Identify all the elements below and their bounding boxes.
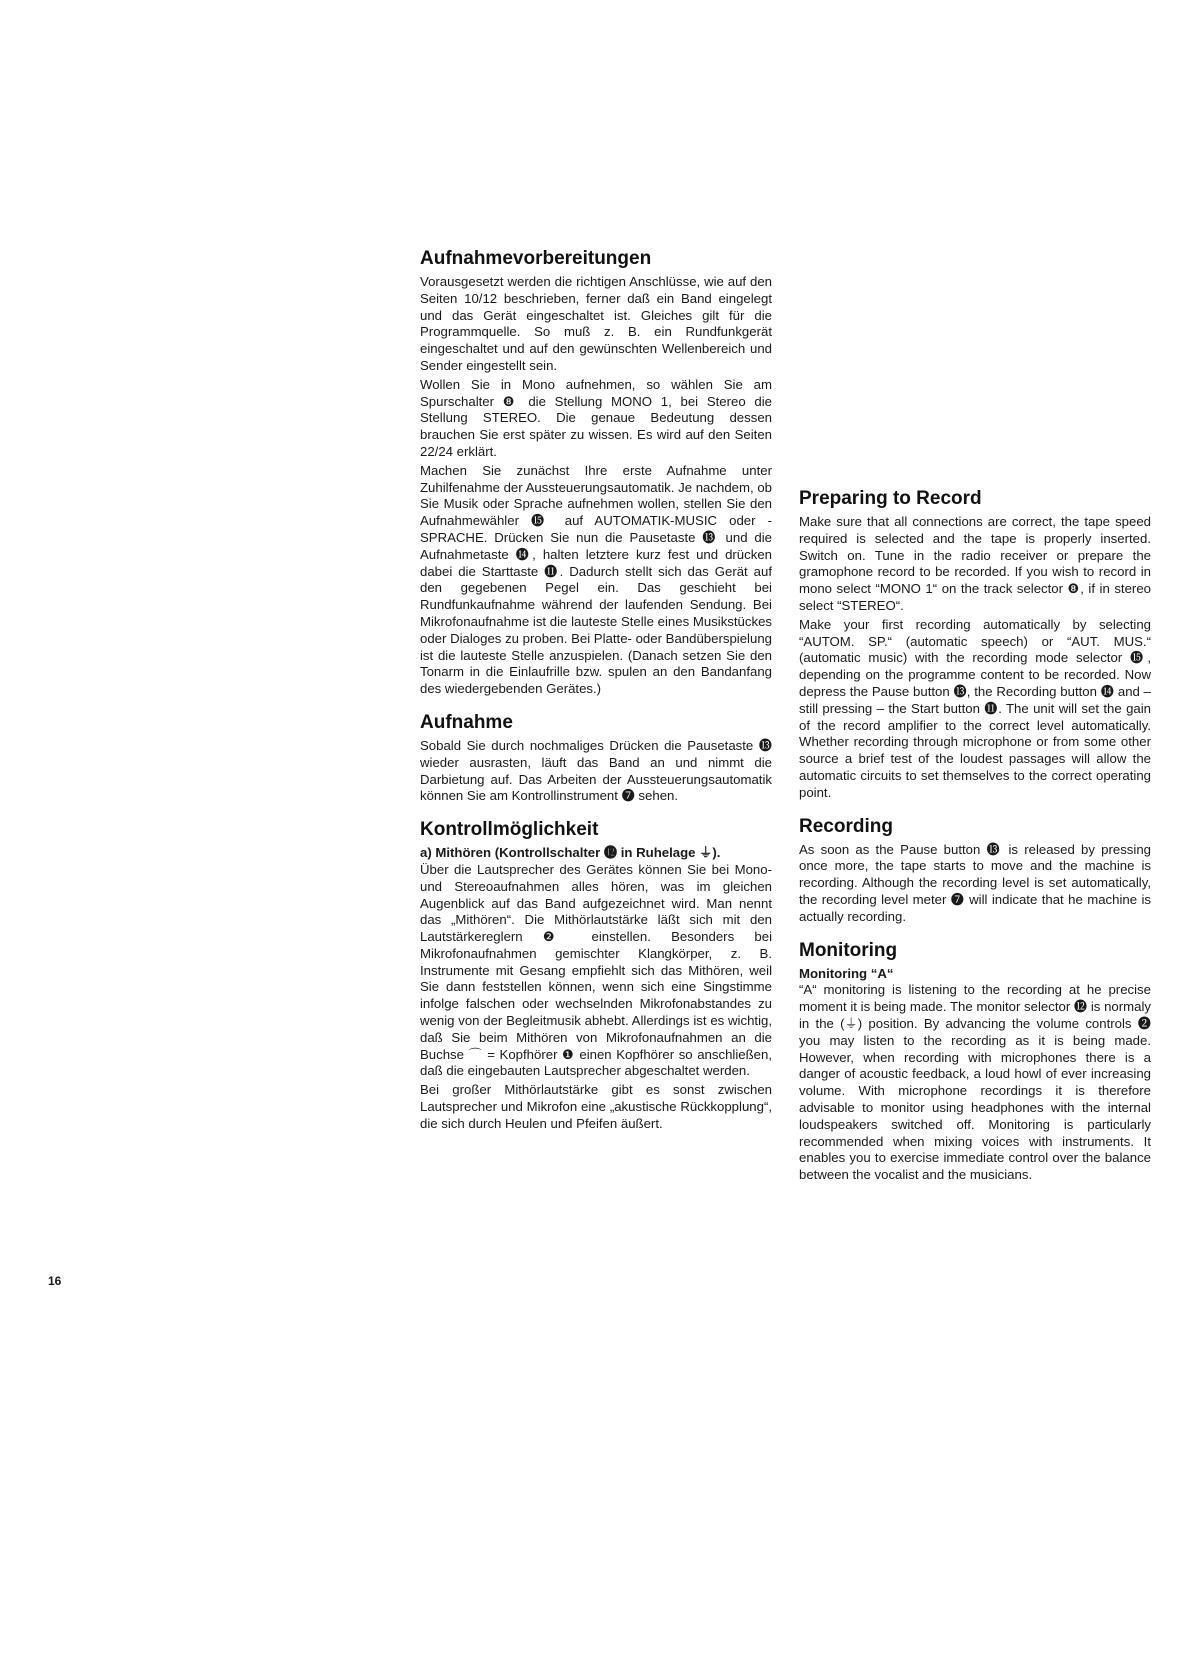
section-aufnahme [420, 712, 772, 805]
paragraph: “A“ monitoring is listening to the recording at he precise moment it is being made. The monitor selector ⓬ is normaly in the (⏚) position. By advancing the volume controls ❷ you may listen to the recording as it is being made. However, when recording with microphones there is a danger of acoustic feedback, a loud howl of ever increasing volume. With microphone recordings it is therefore advisable to monitor using headphones with the internal loudspeakers switched off. Monitoring is particularly recommended when mixing voices with instruments. It enables you to exercise immediate control over the balance between the vocalist and the musicians. [799, 982, 1151, 1183]
heading-aufnahme: Aufnahme [420, 711, 513, 733]
paragraph: As soon as the Pause button ⓭ is released by pressing once more, the tape starts to move and the machine is recording. Although the recording level is set automatically, the recording level meter ❼ will indicate that he machine is actually recording. [799, 841, 1151, 924]
heading-aufnahmevorbereitungen: Aufnahmevorbereitungen [420, 248, 652, 269]
page-number: 16 [48, 1274, 62, 1288]
paragraph: Vorausgesetzt werden die richtigen Anschlüsse, wie auf den Seiten 10/12 beschrieben, ferner daß ein Band eingelegt und das Gerät eingeschaltet ist. Gleiches gilt für die Programmquelle. So muß z. B. ein Rundfunkgerät eingeschaltet und auf den gewünschten Wellenbereich und Sender eingestellt sein. [420, 274, 772, 373]
section-kontrollmoeglichkeit [420, 819, 772, 1133]
heading-recording: Recording [799, 815, 893, 837]
heading-monitoring: Monitoring [799, 939, 898, 961]
paragraph: Machen Sie zunächst Ihre erste Aufnahme unter Zuhilfenahme der Aussteuerungsautomatik. Je nachdem, ob Sie Musik oder Sprache aufnehmen wollen, stellen Sie den Aufnahmewähler ⓯ auf AUTOMATIK-MUSIC oder -SPRACHE. Drücken Sie nun die Pausetaste ⓭ und die Aufnahmetaste ⓮, halten letztere kurz fest und drücken dabei die Starttaste ⓫. Dadurch stellt sich das Gerät auf den gegebenen Pegel ein. Das geschieht bei Rundfunkaufnahme während der laufenden Sendung. Bei Mikrofonaufnahme ist die lauteste Stelle eines Musikstückes oder Dialoges zu proben. Bei Platte- oder Bandüberspielung ist die lauteste Stelle anzuspielen. (Danach setzen Sie den Tonarm in die Einlaufrille bzw. spulen an den Bandanfang des wiedergebenden Gerätes.) [420, 462, 772, 697]
section-aufnahmevorbereitungen [420, 248, 772, 698]
subheading-monitoring-a: Monitoring “A“ [799, 965, 894, 981]
section-preparing-to-record [799, 488, 1151, 802]
paragraph: Bei großer Mithörlautstärke gibt es sonst zwischen Lautsprecher und Mikrofon eine „akustische Rückkopplung“, die sich durch Heulen und Pfeifen äußert. [420, 1082, 772, 1131]
subheading-mithoeren: a) Mithören (Kontrollschalter ⓬ in Ruhelage ⏚). [420, 845, 721, 861]
german-column [420, 248, 772, 1147]
paragraph: Über die Lautsprecher des Gerätes können Sie bei Mono- und Stereoaufnahmen alles hören, was im gleichen Augenblick auf das Band aufgezeichnet wird. Man nennt das „Mithören“. Die Mithörlautstärke läßt sich mit den Lautstärkereglern ❷ einstellen. Besonders bei Mikrofonaufnahmen gemischter Klangkörper, z. B. Instrumente mit Gesang empfiehlt sich das Mithören, weil Sie dann feststellen können, wenn sich eine Singstimme infolge falschen oder wechselnden Mikrofonabstandes zu wenig von der Begleitmusik abhebt. Allerdings ist es wichtig, daß Sie beim Mithören von Mikrofonaufnahmen an die Buchse ⌒ = Kopfhörer ❶ einen Kopfhörer so anschließen, daß die eingebauten Lautsprecher abgeschaltet werden. [420, 861, 772, 1079]
paragraph: Wollen Sie in Mono aufnehmen, so wählen Sie am Spurschalter ❽ die Stellung MONO 1, bei Stereo die Stellung STEREO. Die genaue Bedeutung dessen brauchen Sie erst später zu wissen. Es wird auf den Seiten 22/24 erklärt. [420, 376, 772, 459]
section-monitoring [799, 940, 1151, 1184]
heading-preparing-to-record: Preparing to Record [799, 488, 982, 509]
paragraph: Sobald Sie durch nochmaliges Drücken die Pausetaste ⓭ wieder ausrasten, läuft das Band an und nimmt die Darbietung auf. Das Arbeiten der Aussteuerungsautomatik können Sie am Kontrollinstrument ❼ sehen. [420, 737, 772, 804]
english-column [799, 488, 1151, 1198]
paragraph: Make your first recording automatically by selecting “AUTOM. SP.“ (automatic speech) or “AUT. MUS.“ (automatic music) with the recording mode selector ⓯, depending on the programme content to be recorded. Now depress the Pause button ⓭, the Recording button ⓮ and – still pressing – the Start button ⓫. The unit will set the gain of the record amplifier to the correct level automatically. Whether recording through microphone or from some other source a brief test of the loudest passages will allow the automatic circuits to set themselves to the correct operating point. [799, 616, 1151, 800]
paragraph: Make sure that all connections are correct, the tape speed required is selected and the tape is properly inserted. Switch on. Tune in the radio receiver or prepare the gramophone record to be recorded. If you wish to record in mono select “MONO 1“ on the track selector ❽, if in stereo select “STEREO“. [799, 514, 1151, 613]
heading-kontrollmoeglichkeit: Kontrollmöglichkeit [420, 819, 599, 841]
section-recording [799, 816, 1151, 926]
